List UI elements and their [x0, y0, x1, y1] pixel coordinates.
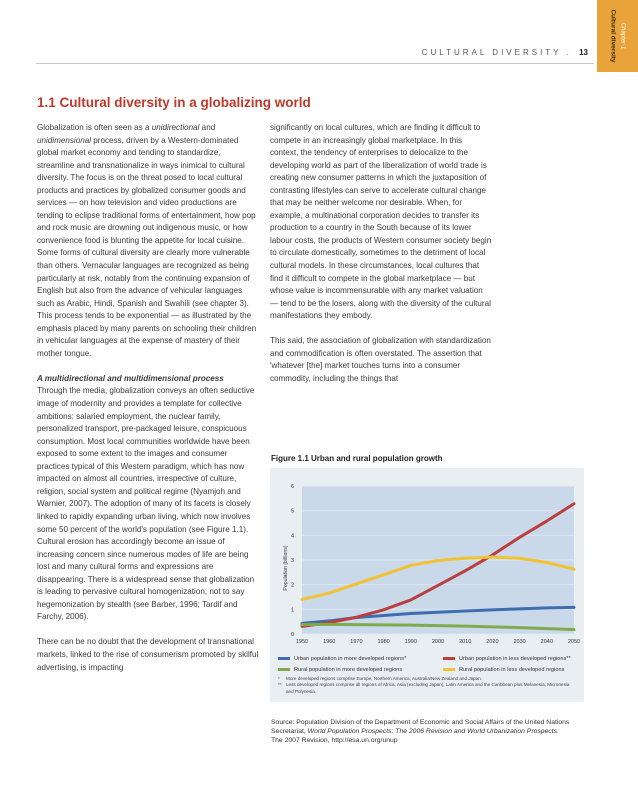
legend-swatch: [278, 668, 290, 671]
right-column: [270, 122, 492, 398]
right-paragraph-2: This said, the association of globalization with standardization and commodification is often overstated. The assertion that 'whatever [the] market touches turns into a consumer commodity, including the things that: [270, 336, 491, 383]
right-paragraph-1: significantly on local cultures, which are finding it difficult to compete in an increasingly global marketplace. In this context, the tendency of enterprises to delocalize to the developing world as part of the liberalization of world trade is creating new consumer patterns in which the juxtaposition of contrasting lifestyles can serve to accelerate cultural change that may be neither welcome nor desirable. When, for example, a multinational corporation decides to transfer its production to a country in the South because of its lower labour costs, the products of Western consumer society begin to circulate domestically, sometimes to the detriment of local cultural models. In these circumstances, local cultures that find it difficult to compete in the global marketplace — but whose value is incommensurable with any market valuation — tend to be the losers, along with the diversity of the cultural manifestations they embody.: [270, 123, 492, 321]
x-tick-label: 2000: [431, 639, 445, 645]
legend-item: Urban population in less developed regions**: [443, 656, 578, 662]
left-paragraph-3: There can be no doubt that the development of transnational markets, linked to the rise of consumerism promoted by skilful advertising, is impacting: [37, 637, 259, 672]
running-head-title: CULTURAL DIVERSITY: [421, 48, 562, 57]
chapter-label: Chapter 1: [619, 22, 626, 50]
x-tick-label: 2050: [567, 639, 581, 645]
legend-swatch: [443, 668, 455, 671]
y-tick-label: 1: [290, 607, 294, 614]
y-axis-label: Population (billions): [283, 545, 289, 591]
legend-item: Rural population in less developed regions: [443, 667, 578, 673]
legend-swatch: [443, 657, 455, 660]
legend-swatch: [278, 657, 290, 660]
page-number: 13: [579, 48, 588, 57]
left-column: [37, 122, 259, 687]
header-divider: [36, 63, 594, 64]
chapter-tab[interactable]: [597, 0, 638, 72]
chart-legend: [278, 653, 578, 675]
x-tick-label: 2020: [486, 639, 499, 645]
x-tick-label: 1990: [404, 639, 417, 645]
chapter-title: Cultural diversity: [609, 9, 617, 63]
figure-source: Source: Population Division of the Department of Economic and Social Affairs of the United Nations Secretariat, World Population Prospects: The 2006 Revision and World Urbanization Prospects: The 2007 Revision, http://esa.un.org/unup: [271, 719, 570, 744]
chart-note: ** Less developed regions comprise all regions of Africa, Asia (excluding Japan), Latin America and the Caribbean plus Melanesia, Micronesia and Polynesia.: [278, 682, 570, 694]
running-head: [422, 48, 588, 57]
subheading: A multidirectional and multidimensional process: [37, 373, 224, 383]
running-head-separator: .: [566, 48, 572, 57]
y-tick-label: 6: [290, 484, 294, 490]
y-tick-label: 2: [290, 582, 294, 589]
x-tick-label: 1980: [377, 639, 390, 645]
chart-note: * More developed regions comprise Europe, Northern America, Australia/New Zealand and Japan.: [278, 676, 483, 681]
y-tick-label: 0: [290, 632, 294, 638]
x-tick-label: 1960: [323, 639, 336, 645]
section-title: 1.1 Cultural diversity in a globalizing world: [37, 95, 311, 110]
chart-notes: [278, 676, 578, 695]
x-tick-label: 1950: [295, 639, 309, 645]
y-tick-label: 3: [290, 558, 294, 564]
legend-item: Urban population in more developed regions*: [278, 656, 443, 662]
x-tick-label: 2040: [540, 639, 553, 645]
figure-chart: [270, 468, 584, 702]
x-tick-label: 2010: [459, 639, 472, 645]
left-paragraph-1: Globalization is often seen as a unidirectional and unidimensional process, driven by a Western-dominated global market economy and tending to standardize, streamline and transnationalize in ways inimical to cultural diversity. The focus is on the threat posed to local cultural products and practices by globalized consumer goods and services — on how television and video productions are tending to eclipse traditional forms of entertainment, how pop and rock music are drowning out indigenous music, or how convenience food is blunting the appetite for local cuisine. Some forms of cultural diversity are clearly more vulnerable than others. Vernacular languages are recognized as being particularly at risk, notably from the continuing expansion of English but also from the advance of vehicular languages such as Arabic, Hindi, Spanish and Swahili (see chapter 3). This process tends to be exponential — as illustrated by the emphasis placed by many parents on schooling their children in vehicular languages at the expense of mastery of their mother tongue.: [37, 123, 257, 358]
left-paragraph-2: Through the media, globalization conveys an often seductive image of modernity and provides a template for collective ambitions: salaried employment, the nuclear family, personalized transport, pre-packaged leisure, conspicuous consumption. Most local communities worldwide have been exposed to some extent to the images and consumer practices typical of this Western paradigm, which has now impacted on almost all countries, irrespective of culture, religion, social system and political regime (Nyamjoh and Warnier, 2007). The adoption of many of its facets is closely linked to rapidly expanding urban living, which now involves some 50 percent of the world's population (see Figure 1.1). Cultural erosion has accordingly become an issue of increasing concern since numerous modes of life are being lost and many cultural forms and expressions are disappearing. There is a widespread sense that globalization is leading to pervasive cultural homogenization, not to say hegemonization by stealth (see Barber, 1996; Tardif and Farchy, 2006).: [37, 386, 255, 622]
figure-title: Figure 1.1 Urban and rural population growth: [271, 454, 443, 463]
x-tick-label: 1970: [350, 639, 363, 645]
chart-canvas: [270, 468, 584, 652]
legend-item: Rural population in more developed regions: [278, 667, 443, 673]
y-tick-label: 4: [290, 533, 294, 540]
y-tick-label: 5: [290, 508, 294, 515]
x-tick-label: 2030: [513, 639, 526, 645]
